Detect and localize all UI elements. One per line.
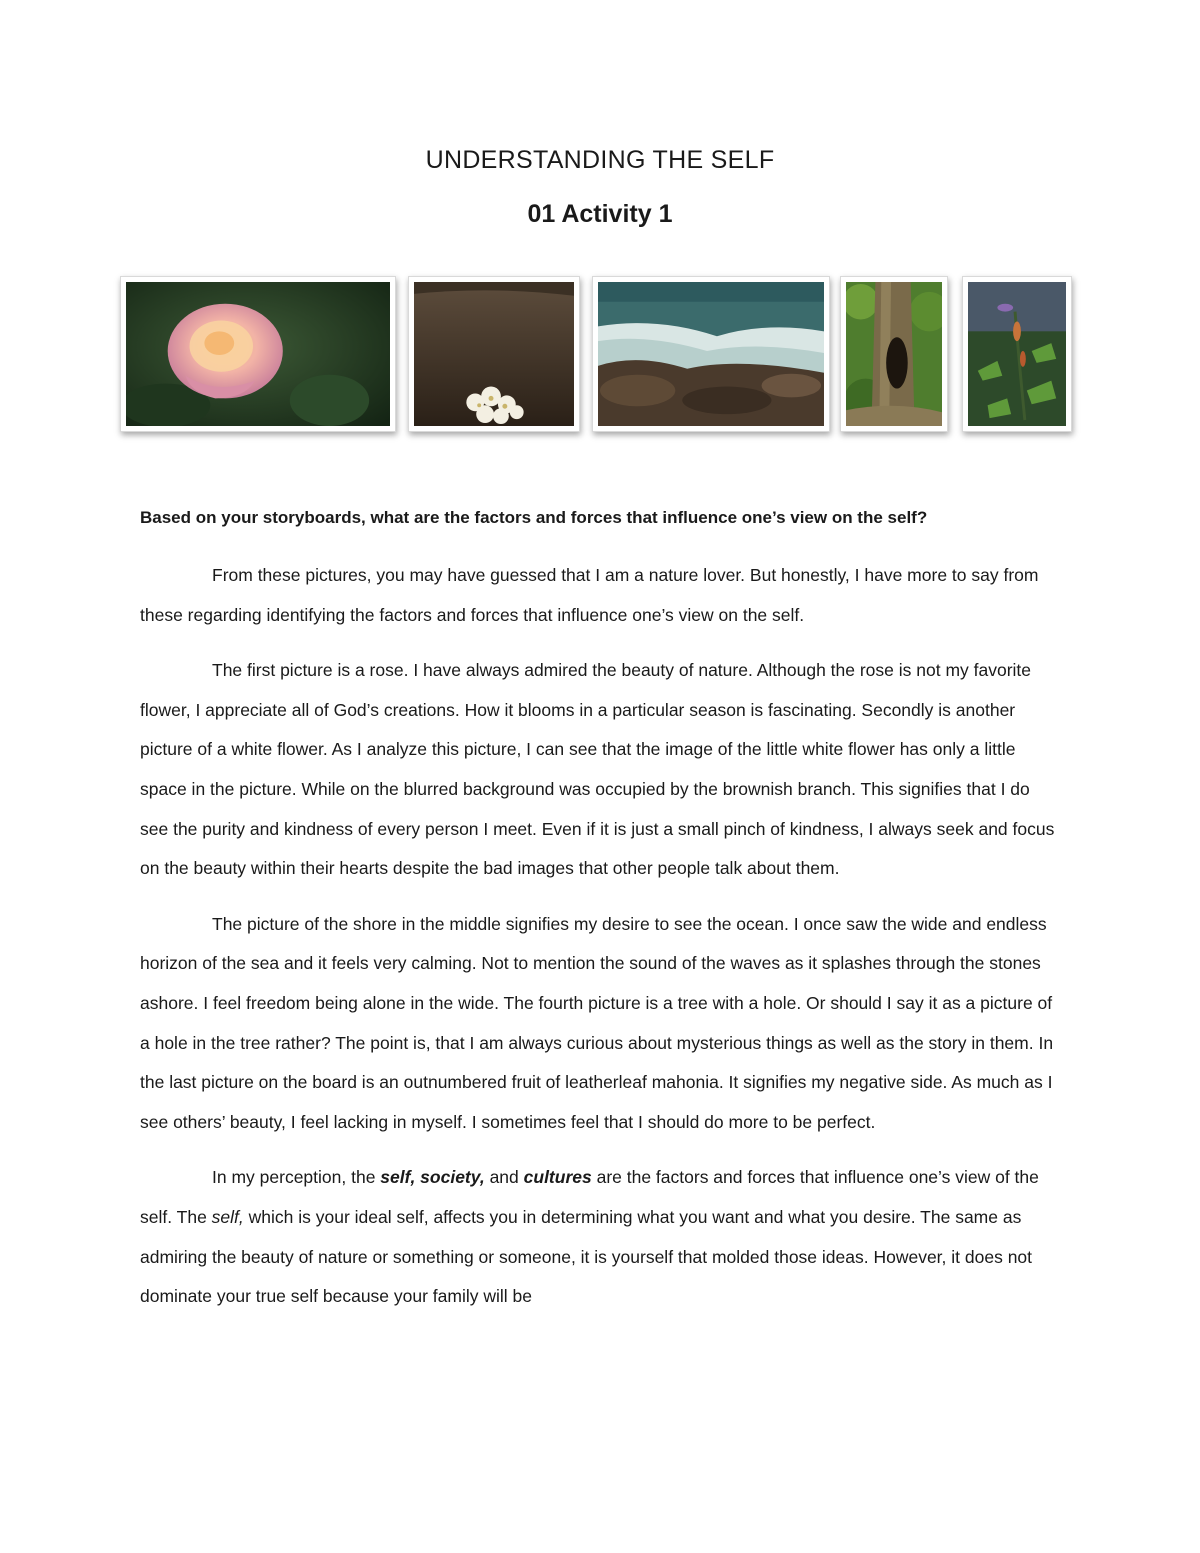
- paragraph-3: The picture of the shore in the middle signifies my desire to see the ocean. I once saw the wide and endless horizon of the sea and it feels very calming. Not to mention the sound of the waves as it splashes through the stones ashore. I feel freedom being alone in the wide. The fourth picture is a tree with a hole. Or should I say it as a picture of a hole in the tree rather? The point is, that I am always curious about mysterious things as well as the story in them. In the last picture on the board is an outnumbered fruit of leatherleaf mahonia. It signifies my negative side. As much as I see others’ beauty, I feel lacking in myself. I sometimes feel that I should do more to be perfect.: [140, 913, 1054, 1132]
- tree-hole-photo: [840, 276, 948, 432]
- emphasis-cultures: cultures: [523, 1167, 592, 1188]
- paragraph-4-text: which is your ideal self, affects you in determining what you want and what you desire. The same as admiring the beauty of nature or something or someone, it is yourself that molded those ideas. However, it does not dominate your true self because your family will be: [140, 1206, 1033, 1307]
- shore-photo: [592, 276, 830, 432]
- paragraph-4-text: are the factors and forces that influence one’s view of the self. The: [140, 1167, 1039, 1227]
- page-subtitle: 01 Activity 1: [527, 200, 673, 228]
- emphasis-self-society: self, society,: [380, 1167, 485, 1188]
- emphasis-self: self,: [211, 1206, 244, 1227]
- white-flower-photo: [408, 276, 580, 432]
- paragraph-4-text: In my perception, the: [212, 1167, 381, 1188]
- rose-photo: [120, 276, 396, 432]
- question: Based on your storyboards, what are the factors and forces that influence one’s view on the self?: [140, 508, 928, 527]
- mahonia-photo: [962, 276, 1072, 432]
- page-title: UNDERSTANDING THE SELF: [425, 146, 775, 174]
- paragraph-2: The first picture is a rose. I have always admired the beauty of nature. Although the rose is not my favorite flower, I appreciate all of God’s creations. How it blooms in a particular season is fascinating. Secondly is another picture of a white flower. As I analyze this picture, I can see that the image of the little white flower has only a little space in the picture. While on the blurred background was occupied by the brownish branch. This signifies that I do see the purity and kindness of every person I meet. Even if it is just a small pinch of kindness, I always seek and focus on the beauty within their hearts despite the bad images that other people talk about them.: [140, 660, 1055, 879]
- paragraph-1: From these pictures, you may have guessed that I am a nature lover. But honestly, I have more to say from these regarding identifying the factors and forces that influence one’s view on the self.: [140, 565, 1039, 625]
- paragraph-4: [140, 1158, 1062, 1316]
- paragraph-4-text: and: [484, 1167, 524, 1188]
- essay-body: [140, 556, 1062, 1317]
